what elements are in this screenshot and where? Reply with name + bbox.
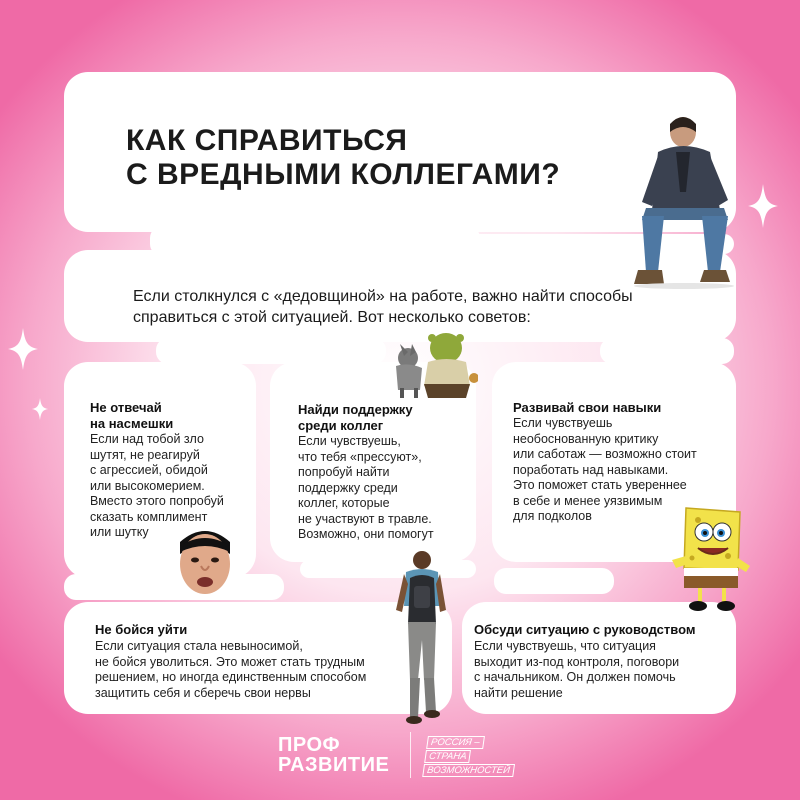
tip-3-title-line-1: Развивай свои навыки — [513, 400, 662, 415]
tip-3-line: необоснованную критику — [513, 431, 659, 446]
tip-1-title-line-1: Не отвечай — [90, 400, 162, 415]
man-face-illustration — [174, 524, 236, 598]
tip-1-line: с агрессией, обидой — [90, 463, 208, 477]
page-title — [126, 124, 560, 192]
tip-1-line: Вместо этого попробуй — [90, 494, 224, 508]
russia-logo — [422, 736, 519, 778]
tip-2-body — [298, 434, 434, 543]
connector-mid-right — [600, 338, 734, 364]
tip-1-line: или высокомерием. — [90, 478, 205, 493]
sparkle-icon — [748, 184, 778, 228]
logo-russia-line-2: СТРАНА — [424, 750, 471, 763]
tip-2-line: поддержку среди — [298, 480, 398, 495]
tip-2-line: Если чувствуешь, — [298, 434, 401, 448]
logo-prof-line-1: ПРОФ — [278, 734, 341, 756]
tip-1-line: шутят, не реагируй — [90, 447, 200, 462]
connector-lower-right — [494, 568, 614, 594]
tip-5-title — [474, 622, 695, 638]
tip-4-line: не бойся уволиться. Это может стать трудным — [95, 654, 365, 669]
tip-3-line: Это поможет стать увереннее — [513, 478, 687, 492]
tip-4-title — [95, 622, 187, 638]
tip-2-line: Возможно, они помогут — [298, 527, 434, 541]
connector-mid-left — [156, 338, 386, 364]
tip-3-line: Если чувствуешь — [513, 416, 613, 430]
tip-5-line: с начальником. Он должен помочь — [474, 670, 676, 684]
tip-1-title-line-2: на насмешки — [90, 416, 174, 431]
tip-2-line: попробуй найти — [298, 465, 390, 479]
tip-2-line: что тебя «прессуют», — [298, 449, 422, 464]
tip-1-line: Если над тобой зло — [90, 432, 204, 446]
tip-4-line: решением, но иногда единственным способом — [95, 670, 367, 684]
ogre-and-donkey-illustration — [386, 326, 478, 400]
tip-1-line: сказать комплимент — [90, 509, 208, 524]
tip-1-line: или шутку — [90, 525, 149, 539]
page-title-line-2: С ВРЕДНЫМИ КОЛЛЕГАМИ? — [126, 158, 561, 191]
tip-2-title — [298, 402, 413, 434]
tip-4-body — [95, 639, 366, 701]
walking-man-illustration — [386, 550, 456, 726]
tip-3-title — [513, 400, 661, 416]
prof-razvitie-logo — [278, 735, 389, 775]
sitting-man-illustration — [628, 112, 748, 290]
sparkle-icon — [32, 398, 48, 420]
tip-4-line: Если ситуация стала невыносимой, — [95, 639, 303, 653]
tip-5-line: найти решение — [474, 685, 563, 700]
tip-5-body — [474, 639, 679, 701]
tip-3-line: поработать над навыками. — [513, 462, 669, 477]
intro-text: Если столкнулся с «дедовщиной» на работе, важно найти способы справиться с этой ситуацией. Вот несколько советов: — [133, 288, 633, 326]
logo-prof-line-2: РАЗВИТИЕ — [278, 754, 390, 776]
tip-2-title-line-1: Найди поддержку — [298, 402, 413, 417]
tip-1-title — [90, 400, 173, 432]
sponge-character-illustration — [668, 506, 752, 612]
tip-3-line: или саботаж — возможно стоит — [513, 447, 697, 461]
tip-4-line: защитить себя и сберечь свои нервы — [95, 685, 311, 700]
logo-russia-line-1: РОССИЯ – — [426, 736, 484, 749]
logo-russia-line-3: ВОЗМОЖНОСТЕЙ — [422, 764, 515, 777]
footer-divider — [410, 732, 411, 778]
tip-2-line: коллег, которые — [298, 496, 390, 510]
tip-5-line: выходит из-под контроля, поговори — [474, 654, 680, 669]
tip-2-line: не участвуют в травле. — [298, 511, 432, 526]
tip-5-title-line-1: Обсуди ситуацию с руководством — [474, 622, 696, 637]
tip-3-line: в себе и менее уязвимым — [513, 493, 663, 508]
page-title-line-1: КАК СПРАВИТЬСЯ — [126, 124, 408, 157]
tip-3-line: для подколов — [513, 509, 592, 523]
sparkle-icon — [8, 328, 38, 370]
tip-2-title-line-2: среди коллег — [298, 418, 384, 433]
tip-5-line: Если чувствуешь, что ситуация — [474, 639, 656, 653]
tip-4-title-line-1: Не бойся уйти — [95, 622, 188, 637]
